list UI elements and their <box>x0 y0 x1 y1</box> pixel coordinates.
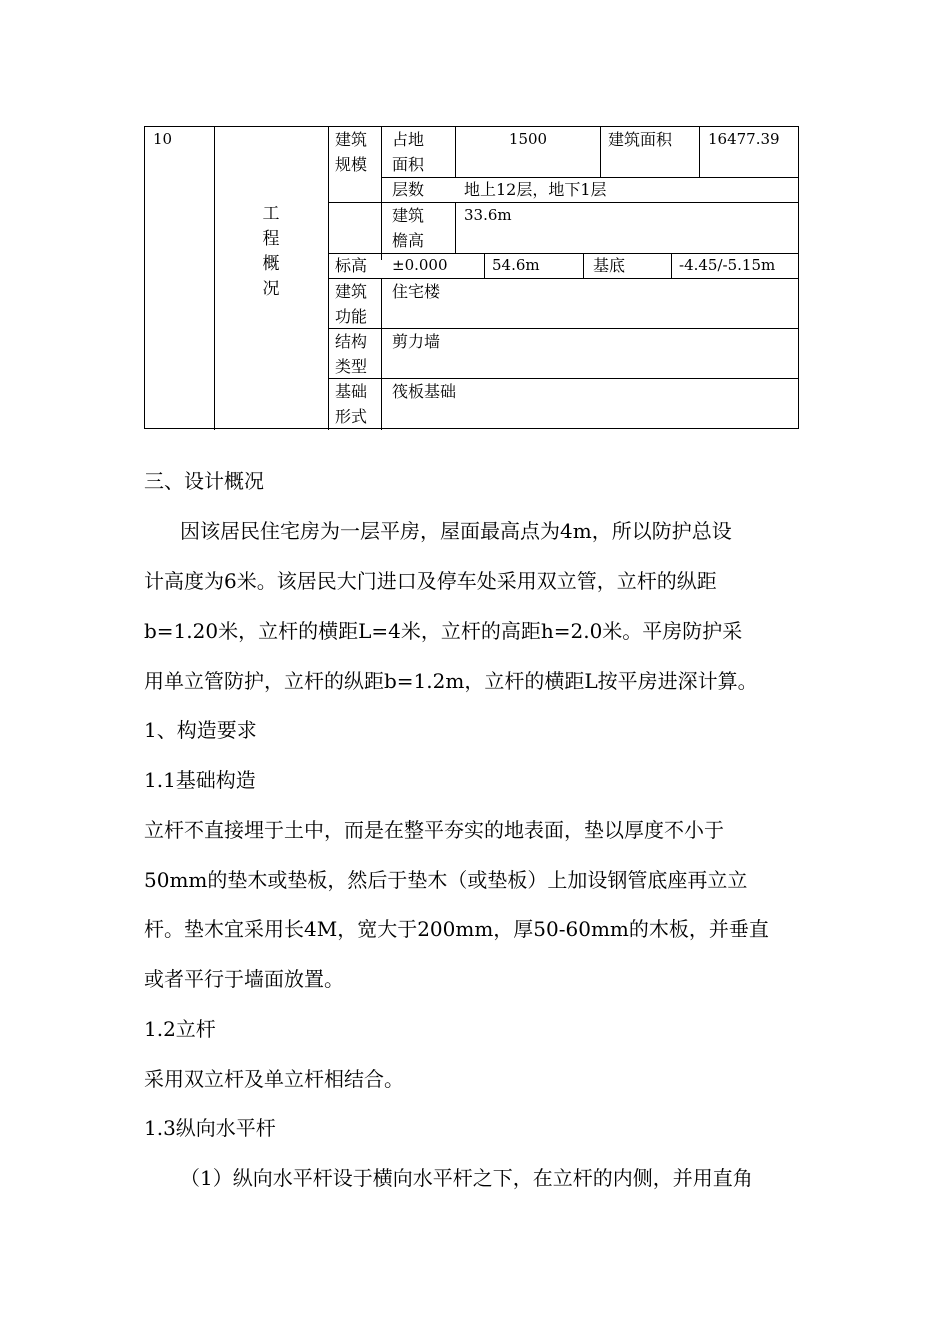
table-line <box>699 127 700 177</box>
table-line <box>455 202 456 253</box>
elevation-zero-value: ±0.000 <box>392 256 448 274</box>
land-area-label: 占地 <box>392 130 425 149</box>
table-line <box>484 253 485 278</box>
foundation-label: 形式 <box>335 407 368 426</box>
sub-heading: 1、构造要求 <box>144 718 257 742</box>
category-char: 况 <box>262 279 280 299</box>
elevation-top-value: 54.6m <box>492 256 540 274</box>
base-label: 基底 <box>593 256 626 275</box>
function-value: 住宅楼 <box>392 282 441 301</box>
category-char: 工 <box>262 204 280 224</box>
structure-value: 剪力墙 <box>392 332 441 351</box>
table-line <box>381 127 382 260</box>
paragraph-line: 杆。垫木宜采用长4M，宽大于200mm，厚50-60mm的木板，并垂直 <box>144 917 769 941</box>
table-line <box>600 127 601 177</box>
structure-label: 类型 <box>335 357 368 376</box>
category-char: 程 <box>262 229 280 249</box>
paragraph-line: 采用双立杆及单立杆相结合。 <box>144 1067 404 1091</box>
building-area-label: 建筑面积 <box>608 130 673 149</box>
paragraph-line: （1）纵向水平杆设于横向水平杆之下，在立杆的内侧，并用直角 <box>180 1166 753 1190</box>
paragraph-line: 用单立管防护，立杆的纵距b=1.2m，立杆的横距L按平房进深计算。 <box>144 669 758 693</box>
paragraph-line: 立杆不直接埋于土中，而是在整平夯实的地表面，垫以厚度不小于 <box>144 818 724 842</box>
category-char: 概 <box>262 254 280 274</box>
paragraph-line: b=1.20米，立杆的横距L=4米，立杆的高距h=2.0米。平房防护采 <box>144 619 743 643</box>
table-line <box>214 127 215 430</box>
scale-label: 规模 <box>335 155 368 174</box>
sub-heading: 1.2立杆 <box>144 1017 216 1041</box>
eave-height-label: 建筑 <box>392 206 425 225</box>
paragraph-line: 50mm的垫木或垫板，然后于垫木（或垫板）上加设钢管底座再立立 <box>144 868 748 892</box>
foundation-value: 筏板基础 <box>392 382 457 401</box>
land-area-label: 面积 <box>392 155 425 174</box>
eave-height-label: 檐高 <box>392 231 425 250</box>
function-label: 建筑 <box>335 282 368 301</box>
project-overview-table <box>144 126 799 429</box>
section-heading: 三、设计概况 <box>144 469 264 493</box>
paragraph-line: 计高度为6米。该居民大门进口及停车处采用双立管，立杆的纵距 <box>144 569 717 593</box>
category-label <box>259 202 283 302</box>
sub-heading: 1.1基础构造 <box>144 768 256 792</box>
base-value: -4.45/-5.15m <box>679 256 776 274</box>
sub-heading: 1.3纵向水平杆 <box>144 1116 276 1140</box>
table-line <box>381 278 382 430</box>
function-label: 功能 <box>335 307 368 326</box>
row-number: 10 <box>153 130 173 148</box>
scale-label: 建筑 <box>335 130 368 149</box>
table-line <box>583 253 584 278</box>
table-line <box>671 253 672 278</box>
elevation-label: 标高 <box>335 256 368 275</box>
eave-height-value: 33.6m <box>464 206 512 224</box>
structure-label: 结构 <box>335 332 368 351</box>
paragraph-line: 或者平行于墙面放置。 <box>144 967 344 991</box>
building-area-value: 16477.39 <box>708 130 780 148</box>
floors-label: 层数 <box>392 180 425 199</box>
foundation-label: 基础 <box>335 382 368 401</box>
paragraph-line: 因该居民住宅房为一层平房，屋面最高点为4m，所以防护总设 <box>180 519 732 543</box>
floors-value: 地上12层，地下1层 <box>464 180 607 199</box>
land-area-value: 1500 <box>508 130 548 148</box>
